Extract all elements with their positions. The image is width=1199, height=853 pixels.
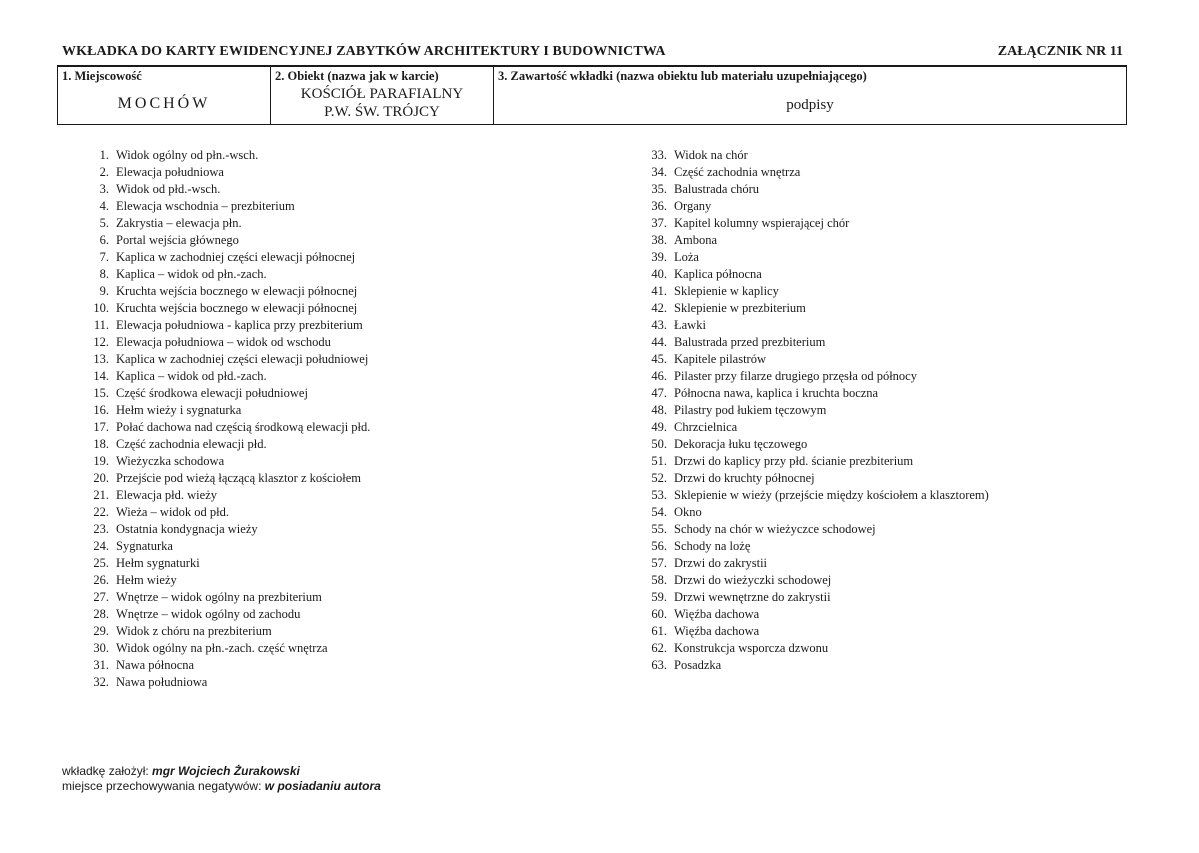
list-item: [640, 623, 989, 640]
list-item: [82, 334, 370, 351]
item-number: 42.: [651, 301, 667, 315]
list-item: [82, 249, 370, 266]
header-table: [57, 65, 1127, 125]
item-number: 36.: [651, 199, 667, 213]
item-caption: Wnętrze – widok ogólny na prezbiterium: [116, 590, 322, 604]
item-number: 47.: [651, 386, 667, 400]
item-caption: Widok ogólny na płn.-zach. część wnętrza: [116, 641, 328, 655]
item-caption: Elewacja południowa – widok od wschodu: [116, 335, 331, 349]
item-caption: Ambona: [674, 233, 718, 247]
item-caption: Część środkowa elewacji południowej: [116, 386, 308, 400]
list-item: [82, 572, 370, 589]
object-value-line1: KOŚCIÓŁ PARAFIALNY: [300, 86, 464, 102]
item-caption: Kruchta wejścia bocznego w elewacji północnej: [116, 301, 358, 315]
item-number: 61.: [651, 624, 667, 638]
item-caption: Loża: [674, 250, 699, 264]
item-caption: Pilaster przy filarze drugiego przęsła od północy: [674, 369, 917, 383]
list-item: [640, 402, 989, 419]
item-caption: Hełm wieży: [116, 573, 177, 587]
item-number: 45.: [651, 352, 667, 366]
author-line: [62, 764, 300, 778]
item-number: 30.: [93, 641, 109, 655]
list-item: [640, 436, 989, 453]
item-number: 48.: [651, 403, 667, 417]
object-value-line2: P.W. ŚW. TRÓJCY: [324, 104, 440, 120]
item-number: 60.: [651, 607, 667, 621]
list-item: [82, 385, 370, 402]
list-item: [82, 470, 370, 487]
list-item: [82, 147, 370, 164]
item-caption: Więźba dachowa: [674, 624, 760, 638]
item-number: 7.: [99, 250, 109, 264]
contents-cell: [493, 67, 1127, 124]
item-caption: Pilastry pod łukiem tęczowym: [674, 403, 827, 417]
item-caption: Zakrystia – elewacja płn.: [116, 216, 242, 230]
item-number: 20.: [93, 471, 109, 485]
list-item: [640, 555, 989, 572]
item-caption: Drzwi do kaplicy przy płd. ścianie prezbiterium: [674, 454, 914, 468]
item-caption: Wieża – widok od płd.: [116, 505, 230, 519]
item-number: 24.: [93, 539, 109, 553]
list-item: [82, 198, 370, 215]
item-number: 25.: [93, 556, 109, 570]
item-number: 39.: [651, 250, 667, 264]
contents-label: 3. Zawartość wkładki (nazwa obiektu lub materiału uzupełniającego): [498, 69, 867, 83]
item-number: 54.: [651, 505, 667, 519]
list-item: [82, 232, 370, 249]
item-caption: Balustrada chóru: [674, 182, 760, 196]
item-number: 46.: [651, 369, 667, 383]
item-number: 51.: [651, 454, 667, 468]
item-caption: Schody na lożę: [674, 539, 751, 553]
list-item: [82, 317, 370, 334]
item-caption: Część zachodnia wnętrza: [674, 165, 801, 179]
item-caption: Widok na chór: [674, 148, 748, 162]
list-item: [640, 351, 989, 368]
list-item: [82, 504, 370, 521]
item-caption: Elewacja płd. wieży: [116, 488, 217, 502]
locality-label: 1. Miejscowość: [62, 69, 142, 83]
item-caption: Nawa północna: [116, 658, 195, 672]
item-caption: Portal wejścia głównego: [116, 233, 239, 247]
list-item: [82, 368, 370, 385]
list-item: [82, 674, 370, 691]
item-caption: Widok ogólny od płn.-wsch.: [116, 148, 259, 162]
item-number: 62.: [651, 641, 667, 655]
item-number: 31.: [93, 658, 109, 672]
item-number: 22.: [93, 505, 109, 519]
list-item: [82, 283, 370, 300]
item-number: 11.: [93, 318, 109, 332]
item-caption: Kaplica – widok od płn.-zach.: [116, 267, 267, 281]
item-caption: Kaplica w zachodniej części elewacji północnej: [116, 250, 356, 264]
item-number: 63.: [651, 658, 667, 672]
caption-list-left: [82, 147, 370, 691]
list-item: [82, 402, 370, 419]
list-item: [82, 419, 370, 436]
item-number: 21.: [93, 488, 109, 502]
list-item: [640, 487, 989, 504]
list-item: [82, 487, 370, 504]
document-title: WKŁADKA DO KARTY EWIDENCYJNEJ ZABYTKÓW ARCHITEKTURY I BUDOWNICTWA: [62, 44, 666, 59]
item-number: 5.: [99, 216, 109, 230]
list-item: [640, 453, 989, 470]
list-item: [640, 198, 989, 215]
list-item: [82, 538, 370, 555]
list-item: [82, 453, 370, 470]
item-number: 49.: [651, 420, 667, 434]
item-caption: Przejście pod wieżą łączącą klasztor z kościołem: [116, 471, 362, 485]
list-item: [640, 589, 989, 606]
author-value: mgr Wojciech Żurakowski: [152, 764, 300, 778]
item-number: 9.: [99, 284, 109, 298]
list-item: [82, 623, 370, 640]
list-item: [82, 181, 370, 198]
item-number: 12.: [93, 335, 109, 349]
item-caption: Sklepienie w wieży (przejście między kościołem a klasztorem): [674, 488, 989, 502]
list-item: [82, 266, 370, 283]
list-item: [640, 504, 989, 521]
item-caption: Kruchta wejścia bocznego w elewacji północnej: [116, 284, 358, 298]
item-caption: Drzwi do wieżyczki schodowej: [674, 573, 832, 587]
item-number: 19.: [93, 454, 109, 468]
item-caption: Hełm wieży i sygnaturka: [116, 403, 242, 417]
item-caption: Sklepienie w kaplicy: [674, 284, 779, 298]
item-caption: Ławki: [674, 318, 706, 332]
item-caption: Schody na chór w wieżyczce schodowej: [674, 522, 876, 536]
locality-value: MOCHÓW: [117, 95, 211, 112]
item-caption: Widok z chóru na prezbiterium: [116, 624, 272, 638]
item-number: 32.: [93, 675, 109, 689]
list-item: [640, 215, 989, 232]
list-item: [640, 232, 989, 249]
list-item: [640, 538, 989, 555]
list-item: [640, 368, 989, 385]
item-number: 18.: [93, 437, 109, 451]
item-caption: Elewacja południowa: [116, 165, 224, 179]
annex-number: ZAŁĄCZNIK NR 11: [997, 44, 1123, 59]
item-number: 37.: [651, 216, 667, 230]
list-item: [640, 266, 989, 283]
object-label: 2. Obiekt (nazwa jak w karcie): [275, 69, 439, 83]
item-caption: Okno: [674, 505, 702, 519]
item-number: 17.: [93, 420, 109, 434]
item-number: 26.: [93, 573, 109, 587]
item-caption: Sygnaturka: [116, 539, 173, 553]
item-caption: Kaplica – widok od płd.-zach.: [116, 369, 267, 383]
author-label: wkładkę założył:: [62, 764, 149, 778]
item-number: 57.: [651, 556, 667, 570]
item-caption: Hełm sygnaturki: [116, 556, 200, 570]
list-item: [640, 640, 989, 657]
item-caption: Wnętrze – widok ogólny od zachodu: [116, 607, 301, 621]
storage-label: miejsce przechowywania negatywów:: [62, 779, 262, 793]
list-item: [640, 147, 989, 164]
item-number: 52.: [651, 471, 667, 485]
item-number: 10.: [93, 301, 109, 315]
list-item: [82, 640, 370, 657]
item-caption: Balustrada przed prezbiterium: [674, 335, 826, 349]
object-cell: [270, 67, 493, 124]
item-number: 58.: [651, 573, 667, 587]
list-item: [640, 317, 989, 334]
item-caption: Organy: [674, 199, 712, 213]
list-item: [640, 470, 989, 487]
caption-list-right: [640, 147, 989, 674]
list-item: [82, 300, 370, 317]
item-number: 56.: [651, 539, 667, 553]
item-caption: Widok od płd.-wsch.: [116, 182, 221, 196]
list-item: [640, 164, 989, 181]
list-item: [640, 300, 989, 317]
item-number: 55.: [651, 522, 667, 536]
item-caption: Część zachodnia elewacji płd.: [116, 437, 267, 451]
list-item: [640, 181, 989, 198]
list-item: [82, 521, 370, 538]
item-number: 16.: [93, 403, 109, 417]
item-caption: Posadzka: [674, 658, 722, 672]
item-caption: Chrzcielnica: [674, 420, 738, 434]
item-number: 33.: [651, 148, 667, 162]
item-number: 14.: [93, 369, 109, 383]
item-caption: Wieżyczka schodowa: [116, 454, 225, 468]
list-item: [82, 657, 370, 674]
item-number: 15.: [93, 386, 109, 400]
item-caption: Elewacja południowa - kaplica przy prezbiterium: [116, 318, 363, 332]
item-number: 23.: [93, 522, 109, 536]
item-number: 13.: [93, 352, 109, 366]
item-caption: Kaplica w zachodniej części elewacji południowej: [116, 352, 369, 366]
item-number: 1.: [99, 148, 109, 162]
item-caption: Kapitel kolumny wspierającej chór: [674, 216, 850, 230]
object-value: [271, 85, 493, 121]
item-caption: Drzwi do zakrystii: [674, 556, 768, 570]
item-caption: Sklepienie w prezbiterium: [674, 301, 806, 315]
list-item: [82, 555, 370, 572]
list-item: [640, 572, 989, 589]
list-item: [640, 521, 989, 538]
item-number: 50.: [651, 437, 667, 451]
item-caption: Dekoracja łuku tęczowego: [674, 437, 808, 451]
item-caption: Elewacja wschodnia – prezbiterium: [116, 199, 295, 213]
item-caption: Połać dachowa nad częścią środkową elewacji płd.: [116, 420, 371, 434]
list-item: [640, 334, 989, 351]
list-item: [82, 164, 370, 181]
item-number: 59.: [651, 590, 667, 604]
item-number: 38.: [651, 233, 667, 247]
list-item: [82, 215, 370, 232]
item-caption: Ostatnia kondygnacja wieży: [116, 522, 258, 536]
item-caption: Nawa południowa: [116, 675, 208, 689]
item-number: 35.: [651, 182, 667, 196]
contents-value: podpisy: [786, 97, 834, 113]
storage-line: [62, 779, 381, 793]
storage-value: w posiadaniu autora: [264, 779, 381, 793]
list-item: [82, 606, 370, 623]
item-number: 4.: [99, 199, 109, 213]
list-item: [82, 351, 370, 368]
item-caption: Więźba dachowa: [674, 607, 760, 621]
item-number: 44.: [651, 335, 667, 349]
item-number: 34.: [651, 165, 667, 179]
list-item: [640, 657, 989, 674]
item-number: 53.: [651, 488, 667, 502]
list-item: [640, 606, 989, 623]
item-number: 3.: [99, 182, 109, 196]
item-number: 40.: [651, 267, 667, 281]
item-number: 8.: [99, 267, 109, 281]
item-caption: Drzwi do kruchty północnej: [674, 471, 815, 485]
item-caption: Kaplica północna: [674, 267, 762, 281]
item-caption: Kapitele pilastrów: [674, 352, 766, 366]
item-number: 41.: [651, 284, 667, 298]
item-number: 29.: [93, 624, 109, 638]
list-item: [640, 249, 989, 266]
item-caption: Drzwi wewnętrzne do zakrystii: [674, 590, 831, 604]
item-number: 2.: [99, 165, 109, 179]
list-item: [640, 419, 989, 436]
list-item: [640, 283, 989, 300]
locality-cell: [57, 67, 270, 124]
item-number: 28.: [93, 607, 109, 621]
item-caption: Północna nawa, kaplica i kruchta boczna: [674, 386, 879, 400]
item-number: 27.: [93, 590, 109, 604]
item-number: 6.: [99, 233, 109, 247]
item-caption: Konstrukcja wsporcza dzwonu: [674, 641, 829, 655]
list-item: [640, 385, 989, 402]
list-item: [82, 589, 370, 606]
list-item: [82, 436, 370, 453]
item-number: 43.: [651, 318, 667, 332]
